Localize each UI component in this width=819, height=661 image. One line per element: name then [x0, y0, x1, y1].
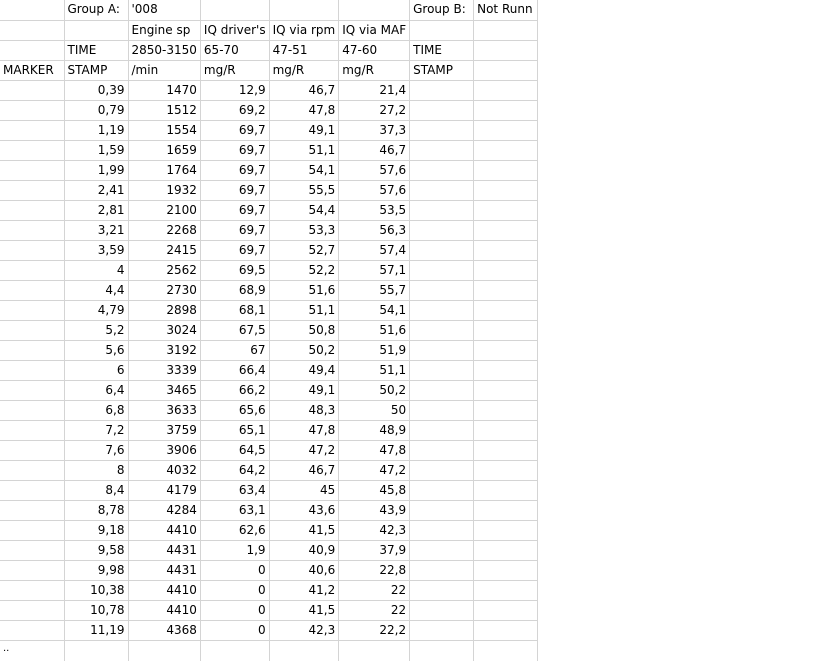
cell[interactable]: 0,79 [64, 100, 128, 120]
cell[interactable]: 52,7 [269, 240, 339, 260]
cell[interactable]: 65-70 [200, 40, 269, 60]
cell[interactable]: 8,4 [64, 480, 128, 500]
cell[interactable] [474, 420, 538, 440]
cell[interactable]: 50 [339, 400, 410, 420]
cell[interactable] [0, 240, 64, 260]
table-row [0, 500, 538, 520]
cell[interactable]: 64,5 [200, 440, 269, 460]
cell[interactable]: 69,7 [200, 200, 269, 220]
cell[interactable]: 1,9 [200, 540, 269, 560]
cell[interactable] [410, 300, 474, 320]
cell[interactable]: 67 [200, 340, 269, 360]
cell[interactable] [0, 440, 64, 460]
cell[interactable] [64, 640, 128, 661]
cell[interactable]: 41,5 [269, 520, 339, 540]
cell[interactable]: 49,4 [269, 360, 339, 380]
cell[interactable] [410, 20, 474, 40]
cell[interactable]: 4410 [128, 520, 200, 540]
cell[interactable]: 69,2 [200, 100, 269, 120]
cell[interactable]: 41,2 [269, 580, 339, 600]
cell[interactable]: 65,1 [200, 420, 269, 440]
table-row [0, 300, 538, 320]
cell[interactable] [128, 640, 200, 661]
cell[interactable]: 8 [64, 460, 128, 480]
cell[interactable]: 43,9 [339, 500, 410, 520]
cell[interactable]: 12,9 [200, 80, 269, 100]
cell[interactable] [0, 220, 64, 240]
cell[interactable] [0, 360, 64, 380]
cell[interactable]: 62,6 [200, 520, 269, 540]
cell[interactable]: 46,7 [269, 80, 339, 100]
cell[interactable]: 64,2 [200, 460, 269, 480]
cell[interactable]: 52,2 [269, 260, 339, 280]
table-row [0, 120, 538, 140]
cell[interactable] [339, 640, 410, 661]
cell[interactable] [474, 640, 538, 661]
cell[interactable]: 27,2 [339, 100, 410, 120]
cell[interactable] [474, 340, 538, 360]
cell[interactable]: 4179 [128, 480, 200, 500]
cell[interactable]: 0,39 [64, 80, 128, 100]
cell[interactable]: 69,7 [200, 140, 269, 160]
cell[interactable]: 49,1 [269, 120, 339, 140]
cell[interactable]: 51,1 [269, 140, 339, 160]
cell[interactable] [0, 640, 64, 661]
header-row [0, 20, 538, 40]
cell[interactable]: mg/R [339, 60, 410, 80]
cell[interactable]: 9,18 [64, 520, 128, 540]
cell[interactable]: Group B: [410, 0, 474, 20]
cell[interactable]: 1512 [128, 100, 200, 120]
cell[interactable] [474, 580, 538, 600]
cell[interactable]: Engine sp [128, 20, 200, 40]
cell[interactable]: 6,8 [64, 400, 128, 420]
cell[interactable] [0, 140, 64, 160]
cell[interactable] [0, 580, 64, 600]
cell[interactable]: 0 [200, 580, 269, 600]
table-row [0, 180, 538, 200]
cell[interactable]: 7,6 [64, 440, 128, 460]
table-row [0, 320, 538, 340]
cell[interactable]: 47,8 [339, 440, 410, 460]
cell[interactable]: 45,8 [339, 480, 410, 500]
cell[interactable] [410, 260, 474, 280]
cell[interactable]: 1932 [128, 180, 200, 200]
cell[interactable] [410, 580, 474, 600]
cell[interactable]: mg/R [269, 60, 339, 80]
cell[interactable]: 0 [200, 560, 269, 580]
table-row [0, 280, 538, 300]
cell[interactable]: 47,2 [269, 440, 339, 460]
cell[interactable]: 21,4 [339, 80, 410, 100]
cell[interactable]: MARKER [0, 60, 64, 80]
footer-mark: .. [3, 643, 10, 654]
cell[interactable] [0, 80, 64, 100]
cell[interactable]: 10,38 [64, 580, 128, 600]
cell[interactable] [0, 460, 64, 480]
cell[interactable]: 4410 [128, 580, 200, 600]
cell[interactable] [0, 520, 64, 540]
table-row [0, 100, 538, 120]
cell[interactable]: 2562 [128, 260, 200, 280]
cell[interactable]: 1,19 [64, 120, 128, 140]
cell[interactable]: 51,9 [339, 340, 410, 360]
cell[interactable] [474, 20, 538, 40]
cell[interactable] [474, 300, 538, 320]
cell[interactable]: 46,7 [339, 140, 410, 160]
cell[interactable] [474, 220, 538, 240]
cell[interactable] [410, 80, 474, 100]
header-row [0, 40, 538, 60]
cell[interactable]: 1764 [128, 160, 200, 180]
cell[interactable] [474, 500, 538, 520]
cell[interactable]: 57,6 [339, 160, 410, 180]
cell[interactable]: /min [128, 60, 200, 80]
cell[interactable]: 1,99 [64, 160, 128, 180]
cell[interactable] [269, 640, 339, 661]
cell[interactable] [474, 440, 538, 460]
cell[interactable]: 2100 [128, 200, 200, 220]
cell[interactable] [0, 420, 64, 440]
cell[interactable] [0, 560, 64, 580]
cell[interactable]: 69,7 [200, 180, 269, 200]
cell[interactable] [474, 80, 538, 100]
cell[interactable]: 50,2 [269, 340, 339, 360]
cell[interactable] [0, 540, 64, 560]
cell[interactable]: 2415 [128, 240, 200, 260]
cell[interactable] [410, 540, 474, 560]
cell[interactable]: 54,1 [339, 300, 410, 320]
cell[interactable]: 11,19 [64, 620, 128, 640]
cell[interactable]: 69,7 [200, 160, 269, 180]
cell[interactable]: 2730 [128, 280, 200, 300]
cell[interactable] [0, 180, 64, 200]
cell[interactable]: 2,41 [64, 180, 128, 200]
cell[interactable] [410, 420, 474, 440]
cell[interactable]: 68,1 [200, 300, 269, 320]
cell[interactable] [0, 480, 64, 500]
cell[interactable]: 3024 [128, 320, 200, 340]
cell[interactable] [0, 260, 64, 280]
cell[interactable] [64, 20, 128, 40]
cell[interactable] [410, 340, 474, 360]
table-row [0, 540, 538, 560]
cell[interactable]: 43,6 [269, 500, 339, 520]
header-row [0, 60, 538, 80]
cell[interactable] [0, 120, 64, 140]
cell[interactable]: 6,4 [64, 380, 128, 400]
cell[interactable] [269, 0, 339, 20]
cell[interactable] [474, 520, 538, 540]
cell[interactable] [410, 440, 474, 460]
cell[interactable]: 10,78 [64, 600, 128, 620]
cell[interactable]: 2898 [128, 300, 200, 320]
cell[interactable]: IQ via MAF [339, 20, 410, 40]
cell[interactable] [474, 240, 538, 260]
cell[interactable]: 47-51 [269, 40, 339, 60]
cell[interactable]: 48,3 [269, 400, 339, 420]
cell[interactable] [474, 400, 538, 420]
cell[interactable] [0, 500, 64, 520]
cell[interactable] [410, 400, 474, 420]
cell[interactable]: 4284 [128, 500, 200, 520]
cell[interactable]: 40,6 [269, 560, 339, 580]
cell[interactable]: TIME [64, 40, 128, 60]
cell[interactable] [0, 100, 64, 120]
cell[interactable]: 2850-3150 [128, 40, 200, 60]
cell[interactable] [410, 620, 474, 640]
cell[interactable]: 4431 [128, 540, 200, 560]
cell[interactable] [410, 380, 474, 400]
cell[interactable]: IQ via rpm [269, 20, 339, 40]
table-row [0, 420, 538, 440]
cell[interactable] [0, 160, 64, 180]
cell[interactable] [410, 100, 474, 120]
table-row [0, 140, 538, 160]
cell[interactable]: 4 [64, 260, 128, 280]
cell[interactable] [410, 220, 474, 240]
cell[interactable]: 57,4 [339, 240, 410, 260]
table-row [0, 560, 538, 580]
cell[interactable]: Group A: [64, 0, 128, 20]
cell[interactable]: 40,9 [269, 540, 339, 560]
cell[interactable]: 41,5 [269, 600, 339, 620]
cell[interactable] [0, 20, 64, 40]
cell[interactable]: 68,9 [200, 280, 269, 300]
cell[interactable] [474, 480, 538, 500]
cell[interactable] [410, 560, 474, 580]
cell[interactable] [474, 120, 538, 140]
cell[interactable] [474, 260, 538, 280]
cell[interactable]: 53,5 [339, 200, 410, 220]
table-row [0, 440, 538, 460]
cell[interactable]: 66,2 [200, 380, 269, 400]
cell[interactable]: 50,2 [339, 380, 410, 400]
cell[interactable]: 50,8 [269, 320, 339, 340]
cell[interactable] [410, 640, 474, 661]
cell[interactable]: 2268 [128, 220, 200, 240]
cell[interactable]: 51,1 [269, 300, 339, 320]
cell[interactable]: 45 [269, 480, 339, 500]
cell[interactable] [474, 60, 538, 80]
cell[interactable]: 3465 [128, 380, 200, 400]
cell[interactable]: 55,7 [339, 280, 410, 300]
cell[interactable]: 4032 [128, 460, 200, 480]
cell[interactable]: 3906 [128, 440, 200, 460]
cell[interactable]: 37,3 [339, 120, 410, 140]
cell[interactable] [0, 320, 64, 340]
table-row [0, 600, 538, 620]
cell[interactable]: 49,1 [269, 380, 339, 400]
cell[interactable]: '008 [128, 0, 200, 20]
cell[interactable]: 53,3 [269, 220, 339, 240]
cell[interactable]: 6 [64, 360, 128, 380]
cell[interactable]: 2,81 [64, 200, 128, 220]
cell[interactable]: 3,59 [64, 240, 128, 260]
cell[interactable]: 63,1 [200, 500, 269, 520]
cell[interactable] [200, 0, 269, 20]
cell[interactable]: 48,9 [339, 420, 410, 440]
cell[interactable] [410, 280, 474, 300]
cell[interactable]: 47-60 [339, 40, 410, 60]
cell[interactable]: 1554 [128, 120, 200, 140]
cell[interactable] [410, 520, 474, 540]
cell[interactable] [410, 600, 474, 620]
cell[interactable]: 9,98 [64, 560, 128, 580]
table-row [0, 640, 538, 661]
cell[interactable] [474, 380, 538, 400]
cell[interactable]: IQ driver's [200, 20, 269, 40]
cell[interactable] [0, 380, 64, 400]
cell[interactable]: 42,3 [339, 520, 410, 540]
cell[interactable]: 54,4 [269, 200, 339, 220]
cell[interactable]: 22 [339, 580, 410, 600]
cell[interactable]: 67,5 [200, 320, 269, 340]
cell[interactable] [474, 600, 538, 620]
cell[interactable]: 46,7 [269, 460, 339, 480]
cell[interactable] [0, 400, 64, 420]
cell[interactable] [410, 200, 474, 220]
cell[interactable]: 4431 [128, 560, 200, 580]
table-row [0, 460, 538, 480]
cell[interactable] [410, 140, 474, 160]
cell[interactable] [0, 620, 64, 640]
table-row [0, 620, 538, 640]
cell[interactable]: 4,79 [64, 300, 128, 320]
cell[interactable]: 1,59 [64, 140, 128, 160]
table-row [0, 360, 538, 380]
table-row [0, 580, 538, 600]
cell[interactable]: 3633 [128, 400, 200, 420]
cell[interactable] [410, 160, 474, 180]
cell[interactable] [339, 0, 410, 20]
table-row [0, 480, 538, 500]
table-row [0, 520, 538, 540]
table-row [0, 160, 538, 180]
cell[interactable]: 54,1 [269, 160, 339, 180]
cell[interactable]: STAMP [410, 60, 474, 80]
cell[interactable] [474, 540, 538, 560]
cell[interactable] [200, 640, 269, 661]
cell[interactable] [474, 140, 538, 160]
cell[interactable]: 3,21 [64, 220, 128, 240]
cell[interactable]: 3192 [128, 340, 200, 360]
cell[interactable]: 51,6 [269, 280, 339, 300]
cell[interactable]: 47,2 [339, 460, 410, 480]
cell[interactable]: 1470 [128, 80, 200, 100]
cell[interactable]: Not Runn [474, 0, 538, 20]
cell[interactable]: 65,6 [200, 400, 269, 420]
cell[interactable]: 57,1 [339, 260, 410, 280]
cell[interactable]: 8,78 [64, 500, 128, 520]
cell[interactable]: 0 [200, 620, 269, 640]
cell[interactable] [0, 0, 64, 20]
header-row [0, 0, 538, 20]
cell[interactable]: 47,8 [269, 420, 339, 440]
cell[interactable] [474, 180, 538, 200]
cell[interactable]: 69,7 [200, 220, 269, 240]
cell[interactable] [410, 240, 474, 260]
table-row [0, 240, 538, 260]
cell[interactable]: 51,1 [339, 360, 410, 380]
cell[interactable]: 5,2 [64, 320, 128, 340]
cell[interactable] [410, 460, 474, 480]
cell[interactable] [474, 460, 538, 480]
cell[interactable] [0, 40, 64, 60]
table-row [0, 340, 538, 360]
cell[interactable] [0, 600, 64, 620]
table-row [0, 380, 538, 400]
cell[interactable]: 42,3 [269, 620, 339, 640]
cell[interactable] [410, 360, 474, 380]
cell[interactable] [410, 480, 474, 500]
table-row [0, 80, 538, 100]
cell[interactable]: 37,9 [339, 540, 410, 560]
cell[interactable] [474, 280, 538, 300]
cell[interactable] [0, 340, 64, 360]
cell[interactable] [0, 200, 64, 220]
table-row [0, 200, 538, 220]
cell[interactable] [0, 300, 64, 320]
cell[interactable]: 22,8 [339, 560, 410, 580]
cell[interactable] [474, 100, 538, 120]
cell[interactable]: 9,58 [64, 540, 128, 560]
cell[interactable]: STAMP [64, 60, 128, 80]
cell[interactable]: 51,6 [339, 320, 410, 340]
cell[interactable] [0, 280, 64, 300]
cell[interactable]: 22,2 [339, 620, 410, 640]
cell[interactable]: 3759 [128, 420, 200, 440]
cell[interactable]: 55,5 [269, 180, 339, 200]
cell[interactable]: 47,8 [269, 100, 339, 120]
cell[interactable] [474, 160, 538, 180]
cell[interactable]: 1659 [128, 140, 200, 160]
cell[interactable]: 3339 [128, 360, 200, 380]
cell[interactable] [474, 560, 538, 580]
cell[interactable]: 63,4 [200, 480, 269, 500]
cell[interactable]: 57,6 [339, 180, 410, 200]
table-row [0, 400, 538, 420]
cell[interactable]: 69,7 [200, 240, 269, 260]
cell[interactable]: mg/R [200, 60, 269, 80]
cell[interactable]: TIME [410, 40, 474, 60]
cell[interactable]: 7,2 [64, 420, 128, 440]
cell[interactable]: 66,4 [200, 360, 269, 380]
cell[interactable] [410, 500, 474, 520]
cell[interactable] [410, 120, 474, 140]
cell[interactable] [474, 200, 538, 220]
cell[interactable]: 69,7 [200, 120, 269, 140]
cell[interactable]: 4410 [128, 600, 200, 620]
cell[interactable]: 22 [339, 600, 410, 620]
cell[interactable] [474, 620, 538, 640]
cell[interactable]: 0 [200, 600, 269, 620]
cell[interactable] [474, 40, 538, 60]
cell[interactable] [410, 180, 474, 200]
cell[interactable] [474, 360, 538, 380]
cell[interactable] [410, 320, 474, 340]
cell[interactable]: 69,5 [200, 260, 269, 280]
cell[interactable]: 56,3 [339, 220, 410, 240]
cell[interactable]: 4368 [128, 620, 200, 640]
table-row [0, 220, 538, 240]
cell[interactable]: 5,6 [64, 340, 128, 360]
table-row [0, 260, 538, 280]
cell[interactable] [474, 320, 538, 340]
cell[interactable]: 4,4 [64, 280, 128, 300]
